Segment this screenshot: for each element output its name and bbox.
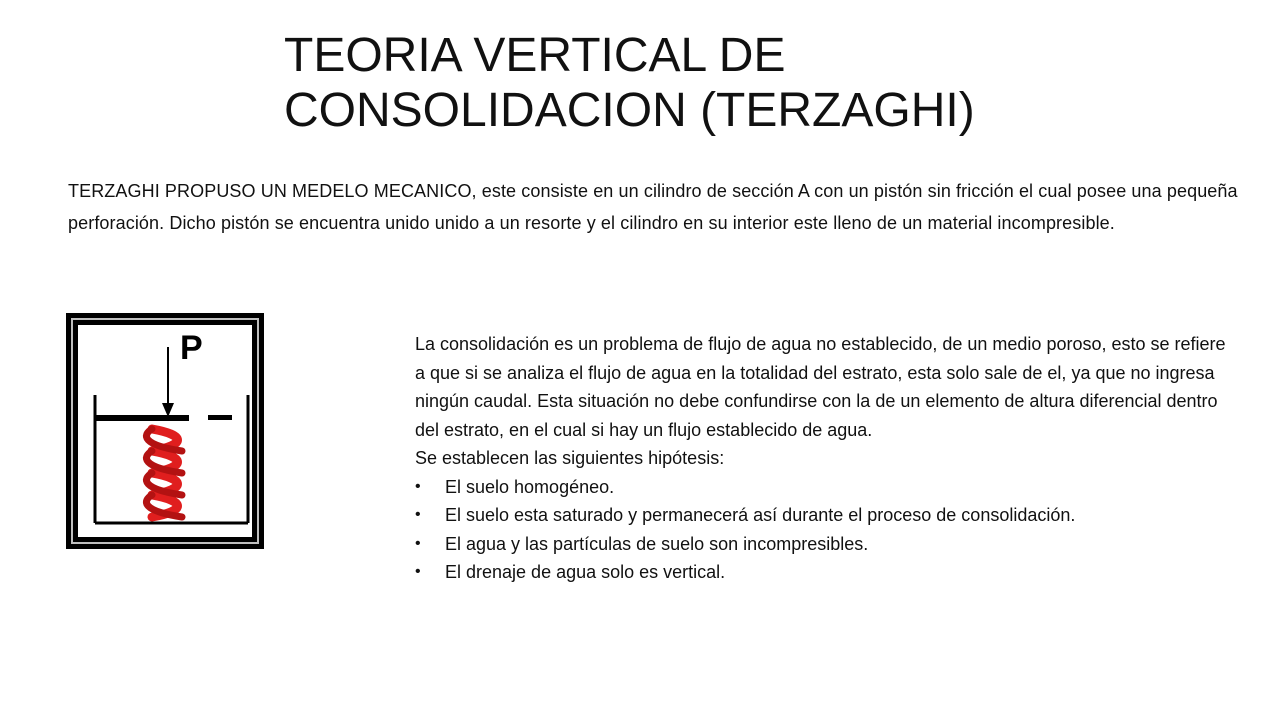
piston-perforation-mark: [208, 415, 232, 420]
content-block: [415, 330, 1235, 587]
bullet-icon: •: [415, 506, 421, 523]
hypotheses-list: [415, 473, 1235, 587]
bullet-icon: •: [415, 477, 421, 495]
intro-paragraph: TERZAGHI PROPUSO UN MEDELO MECANICO, este consiste en un cilindro de sección A con un pistón sin fricción el cual posee una pequeña perforación. Dicho pistón se encuentra unido unido a un resorte y el cilindro en su interior este lleno de un material incompresible.: [68, 181, 1238, 233]
slide-title-line-1: TEORIA VERTICAL DE: [284, 29, 786, 82]
load-label: P: [180, 329, 203, 367]
hypothesis-text: El suelo esta saturado y permanecerá así durante el proceso de consolidación.: [445, 505, 1076, 525]
slide-title-line-2: CONSOLIDACION (TERZAGHI): [284, 84, 975, 137]
bullet-icon: •: [415, 563, 421, 580]
piston-spring-diagram: [66, 313, 264, 549]
list-item: [415, 530, 1235, 559]
list-item: [415, 473, 1235, 502]
hypotheses-intro: Se establecen las siguientes hipótesis:: [415, 448, 725, 468]
hypothesis-text: El agua y las partículas de suelo son incompresibles.: [445, 533, 869, 554]
consolidation-paragraph: La consolidación es un problema de flujo de agua no establecido, de un medio poroso, esto se refiere a que si se analiza el flujo de agua en la totalidad del estrato, esta solo sale de el, ya que no ingresa ningún caudal. Esta situación no debe confundirse con la de un elemento de altura diferencial dentro del estrato, en el cual si hay un flujo establecido de agua.: [415, 334, 1226, 440]
hypothesis-text: El drenaje de agua solo es vertical.: [445, 562, 726, 582]
list-item: [415, 558, 1235, 587]
bullet-icon: •: [415, 534, 421, 552]
piston-plate: [95, 415, 189, 421]
slide-title: [284, 28, 1184, 138]
hypothesis-text: El suelo homogéneo.: [445, 476, 615, 497]
list-item: [415, 501, 1235, 530]
